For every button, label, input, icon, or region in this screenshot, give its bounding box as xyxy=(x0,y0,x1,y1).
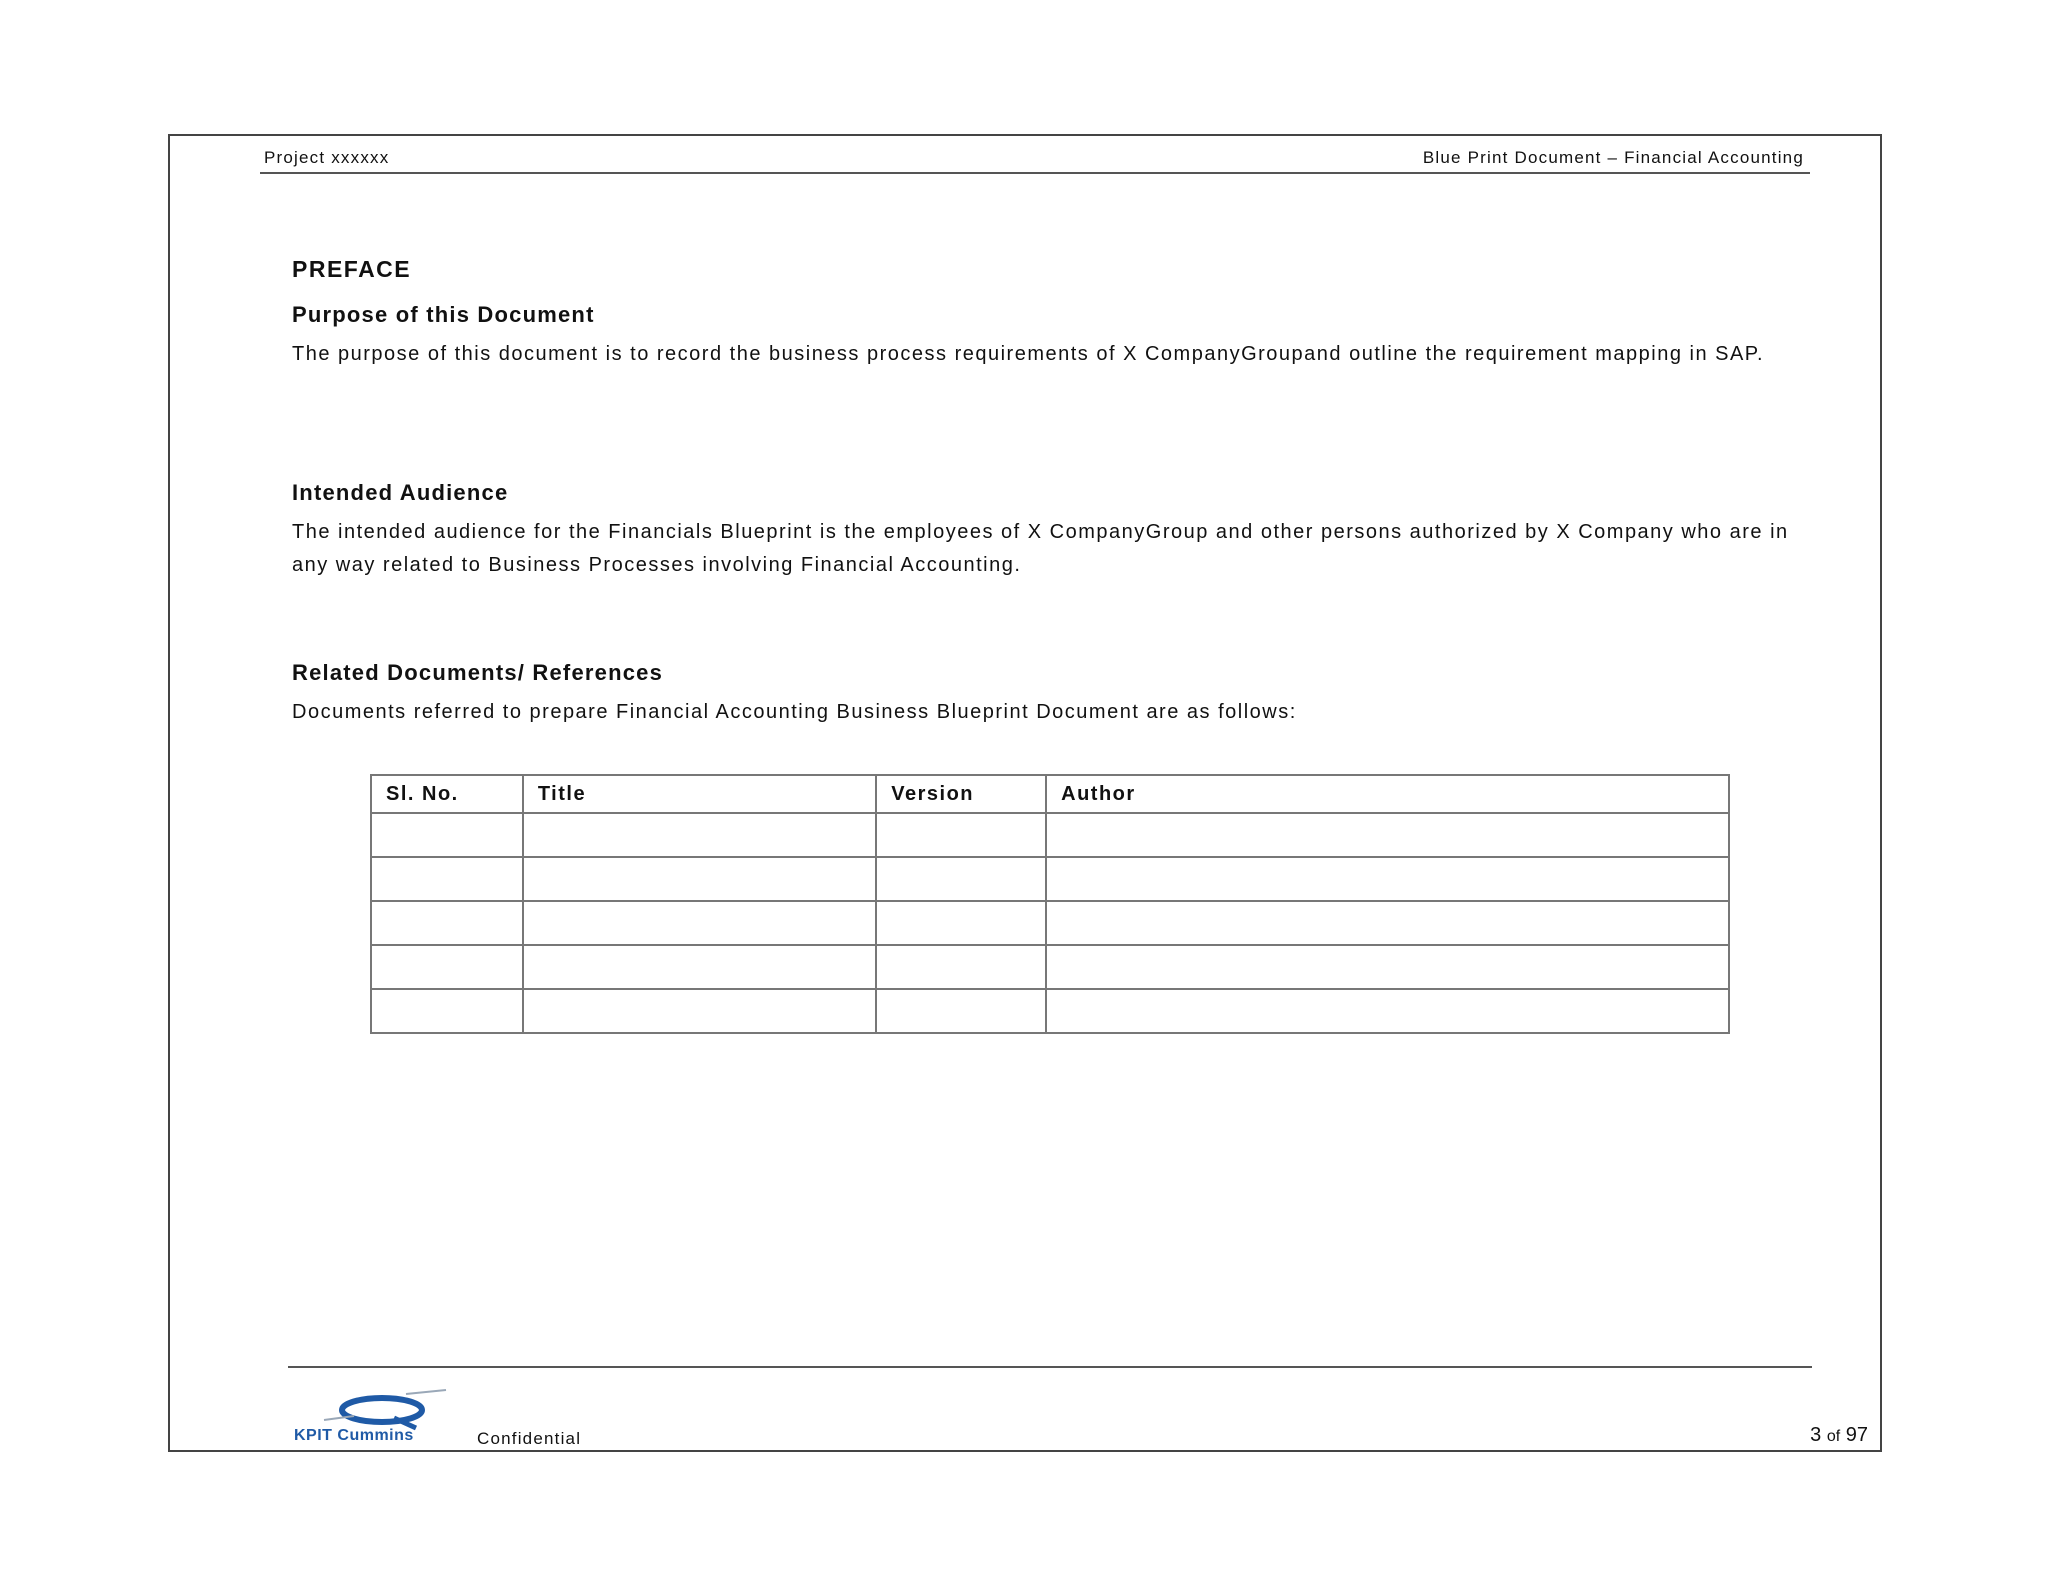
document-page xyxy=(168,134,1882,1452)
related-heading: Related Documents/ References xyxy=(292,660,664,685)
page-number xyxy=(1810,1424,1868,1447)
audience-heading: Intended Audience xyxy=(292,480,509,505)
table-cell xyxy=(523,901,876,945)
table-cell xyxy=(523,857,876,901)
preface-title: PREFACE xyxy=(292,256,412,282)
table-cell xyxy=(1046,813,1729,857)
purpose-heading: Purpose of this Document xyxy=(292,302,595,327)
table-cell xyxy=(1046,857,1729,901)
table-cell xyxy=(1046,901,1729,945)
table-cell xyxy=(523,945,876,989)
table-cell xyxy=(1046,989,1729,1033)
table-cell xyxy=(1046,945,1729,989)
header-project: Project xxxxxx xyxy=(264,148,390,167)
page-header xyxy=(260,144,1810,174)
related-text: Documents referred to prepare Financial Accounting Business Blueprint Document are as follows: xyxy=(292,701,1297,723)
table-cell xyxy=(876,945,1046,989)
logo-text: KPIT Cummins xyxy=(294,1427,414,1444)
col-title: Title xyxy=(523,775,876,813)
table-row xyxy=(371,857,1729,901)
table-cell xyxy=(371,945,523,989)
table-cell xyxy=(371,813,523,857)
footer-divider xyxy=(288,1366,1812,1368)
table-cell xyxy=(876,989,1046,1033)
table-row xyxy=(371,945,1729,989)
page-of: of xyxy=(1826,1428,1841,1445)
page-total: 97 xyxy=(1845,1424,1868,1446)
table-cell xyxy=(371,989,523,1033)
table-cell xyxy=(876,813,1046,857)
confidential-label: Confidential xyxy=(477,1429,582,1448)
table-cell xyxy=(876,857,1046,901)
table-row xyxy=(371,901,1729,945)
table-cell xyxy=(371,901,523,945)
page-current: 3 xyxy=(1810,1424,1822,1446)
header-document-title: Blue Print Document – Financial Accounting xyxy=(1422,148,1804,167)
col-version: Version xyxy=(876,775,1046,813)
table-cell xyxy=(371,857,523,901)
col-author: Author xyxy=(1046,775,1729,813)
table-cell xyxy=(523,989,876,1033)
table-cell xyxy=(523,813,876,857)
purpose-text: The purpose of this document is to record the business process requirements of X CompanyGroupand outline the requirement mapping in SAP. xyxy=(292,343,1765,365)
col-sl-no: Sl. No. xyxy=(371,775,523,813)
references-table xyxy=(370,774,1730,1034)
table-row xyxy=(371,813,1729,857)
table-header-row xyxy=(371,775,1729,813)
table-cell xyxy=(876,901,1046,945)
table-row xyxy=(371,989,1729,1033)
audience-text: The intended audience for the Financials Blueprint is the employees of X CompanyGroup and other persons authorized by X Company who are in any way related to Business Processes involving Financial Accounting. xyxy=(292,521,1789,576)
